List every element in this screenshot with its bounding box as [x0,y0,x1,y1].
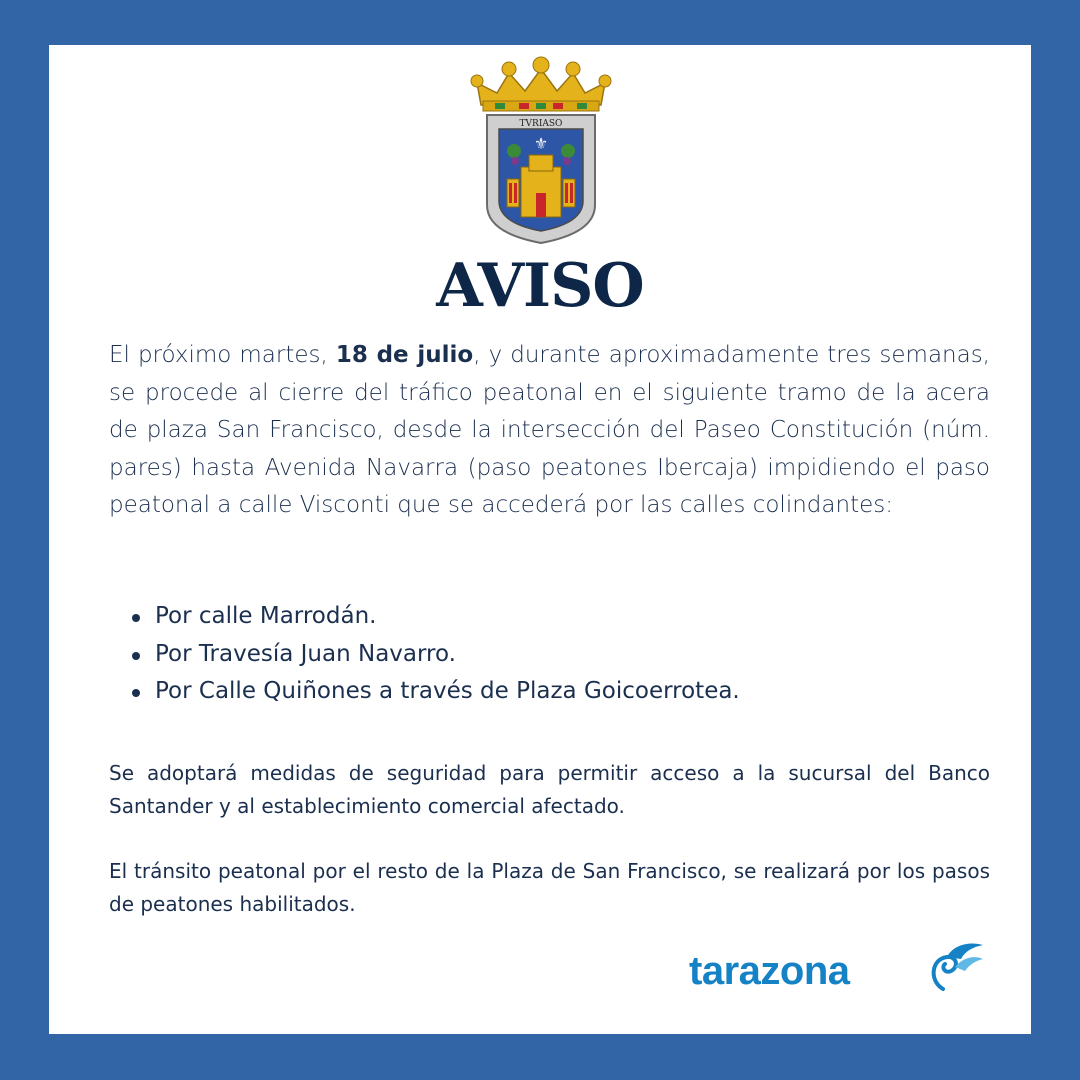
crown-icon [471,57,611,111]
street-list [109,598,990,711]
list-item: Por calle Marrodán. [109,598,990,636]
svg-text:TVRIASO: TVRIASO [519,119,563,129]
coat-of-arms [459,55,623,245]
intro-date: 18 de julio [335,342,474,368]
page-title: AVISO [436,251,644,321]
tarazona-logo [689,935,989,1005]
intro-text-start: El próximo martes, [109,342,336,368]
list-item: Por Travesía Juan Navarro. [109,636,990,674]
wave-swirl-icon [925,937,985,1001]
security-paragraph: Se adoptará medidas de seguridad para permitir acceso a la sucursal del Banco Santander y al establecimiento comercial afectado. [109,761,990,818]
list-item: Por Calle Quiñones a través de Plaza Goicoerrotea. [109,673,990,711]
transit-paragraph: El tránsito peatonal por el resto de la Plaza de San Francisco, se realizará por los pasos de peatones habilitados. [109,859,990,916]
intro-paragraph [109,337,990,525]
fleur-icon: ⚜ [533,134,549,153]
intro-text-end: , y durante aproximadamente tres semanas, se procede al cierre del tráfico peatonal en el siguiente tramo de la acera de plaza San Francisco, desde la intersección del Paseo Constitución (núm. pares) hasta Avenida Navarra (paso peatones Ibercaja) impidiendo el paso peatonal a calle Visconti que se accederá por las calles colindantes: [109,342,990,518]
logo-text: tarazona [689,949,850,993]
notice-card [49,45,1031,1034]
